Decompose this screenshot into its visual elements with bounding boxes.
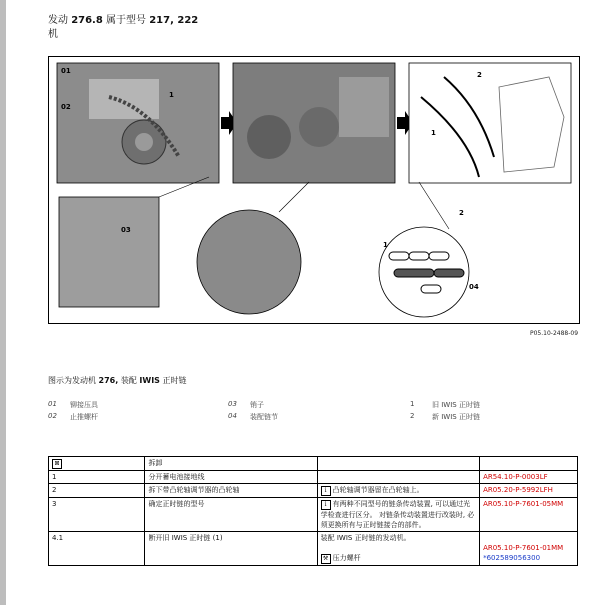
callout-01: 01 <box>61 67 71 75</box>
callout-03: 03 <box>121 226 131 234</box>
step-action: 确定正时链的型号 <box>145 498 317 532</box>
legend-label: 旧 IWIS 正时链 <box>432 401 480 409</box>
step-note-text: 凸轮轴调节器留在凸轮轴上。 <box>332 486 424 494</box>
drawing-panel-chain-routing <box>409 63 571 183</box>
caption-mid: 装配 <box>120 376 137 385</box>
legend-label: 销子 <box>250 401 264 409</box>
document-header <box>48 14 198 42</box>
engine-block-shape <box>339 77 389 137</box>
step-note <box>317 532 479 566</box>
step-reference-link[interactable]: AR05.10-P-7601-01MM <box>483 544 564 552</box>
header-belongs-to: 属于型号 <box>106 15 147 26</box>
table-header-row <box>49 457 578 471</box>
step-reference-link[interactable]: AR05.20-P-5992LFH <box>480 484 578 498</box>
table-header-title: 拆卸 <box>145 457 317 471</box>
step-number: 2 <box>49 484 145 498</box>
step-number: 1 <box>49 471 145 484</box>
step-note-text: 装配 IWIS 正时链的发动机。 <box>320 534 411 542</box>
callout-1-detail: 1 <box>383 241 388 249</box>
step-action: 分开蓄电池接地线 <box>145 471 317 484</box>
header-prefix: 发动 <box>48 15 68 26</box>
sprocket-hub <box>135 133 153 151</box>
legend-num: 1 <box>410 400 415 408</box>
callout-04: 04 <box>469 283 479 291</box>
step-note <box>317 484 479 498</box>
step-action: 断开旧 IWIS 正时链 (1) <box>145 532 317 566</box>
figure-reference-code: P05.10-2488-09 <box>530 330 579 337</box>
step-reference-link[interactable]: AR54.10-P-0003LF <box>480 471 578 484</box>
step-number: 4.1 <box>49 532 145 566</box>
legend-num: 2 <box>410 412 415 420</box>
detail-photo-pin <box>59 197 159 307</box>
detail-circle-chain <box>197 210 301 314</box>
procedure-table <box>48 456 578 566</box>
callout-02: 02 <box>61 103 71 111</box>
info-icon: i <box>321 486 331 496</box>
step-reference-link[interactable]: AR05.10-P-7601-05MM <box>480 498 578 532</box>
leader-line-c <box>419 182 449 229</box>
tool-icon: ⚒ <box>321 554 331 564</box>
figure-illustration <box>49 57 579 323</box>
table-row <box>49 471 578 484</box>
info-icon: i <box>321 500 331 510</box>
table-row <box>49 532 578 566</box>
step-reference-cell <box>480 532 578 566</box>
step-note-text: 有两种不同型号的链条传动装置, 可以通过光学检查进行区分。 对链条传动装置进行改装时, 必须更换所有与正时链接合的部件。 <box>320 500 475 529</box>
caption-post: 正时链 <box>162 376 187 385</box>
callout-2-panel3: 2 <box>477 71 482 79</box>
leader-line-b <box>279 182 309 212</box>
legend-num: 03 <box>228 400 237 408</box>
caption-iwis: IWIS <box>139 376 160 385</box>
step-number: 3 <box>49 498 145 532</box>
legend-num: 02 <box>48 412 57 420</box>
table-header-icon-cell <box>49 457 145 471</box>
camshaft-sprocket-right <box>299 107 339 147</box>
callout-1-panel3: 1 <box>431 129 436 137</box>
table-row <box>49 498 578 532</box>
header-suffix: 机 <box>48 29 58 40</box>
riveting-tool-shape <box>89 79 159 119</box>
procedure-figure <box>48 56 580 324</box>
header-models: 217, 222 <box>149 15 199 26</box>
legend-label: 新 IWIS 正时链 <box>432 413 480 421</box>
legend-num: 04 <box>228 412 237 420</box>
legend-label: 止推螺杆 <box>70 413 98 421</box>
figure-caption <box>48 375 186 386</box>
step-note <box>317 498 479 532</box>
legend-label: 铆接压具 <box>70 401 98 409</box>
header-engine: 276.8 <box>71 15 103 26</box>
caption-pre: 图示为发动机 <box>48 376 96 385</box>
page-edge-bar <box>0 0 6 605</box>
camshaft-sprocket-left <box>247 115 291 159</box>
callout-2-detail: 2 <box>459 209 464 217</box>
legend-label: 装配链节 <box>250 413 278 421</box>
caption-engine: 276, <box>98 376 119 385</box>
legend-num: 01 <box>48 400 57 408</box>
grid-icon: ⊠ <box>52 459 62 469</box>
step-tool-text: 压力螺杆 <box>332 554 361 562</box>
callout-1-panel1: 1 <box>169 91 174 99</box>
tool-part-number-link[interactable]: *602589056300 <box>483 554 541 562</box>
step-action: 拆下带凸轮轴调节器的凸轮轴 <box>145 484 317 498</box>
table-row <box>49 484 578 498</box>
